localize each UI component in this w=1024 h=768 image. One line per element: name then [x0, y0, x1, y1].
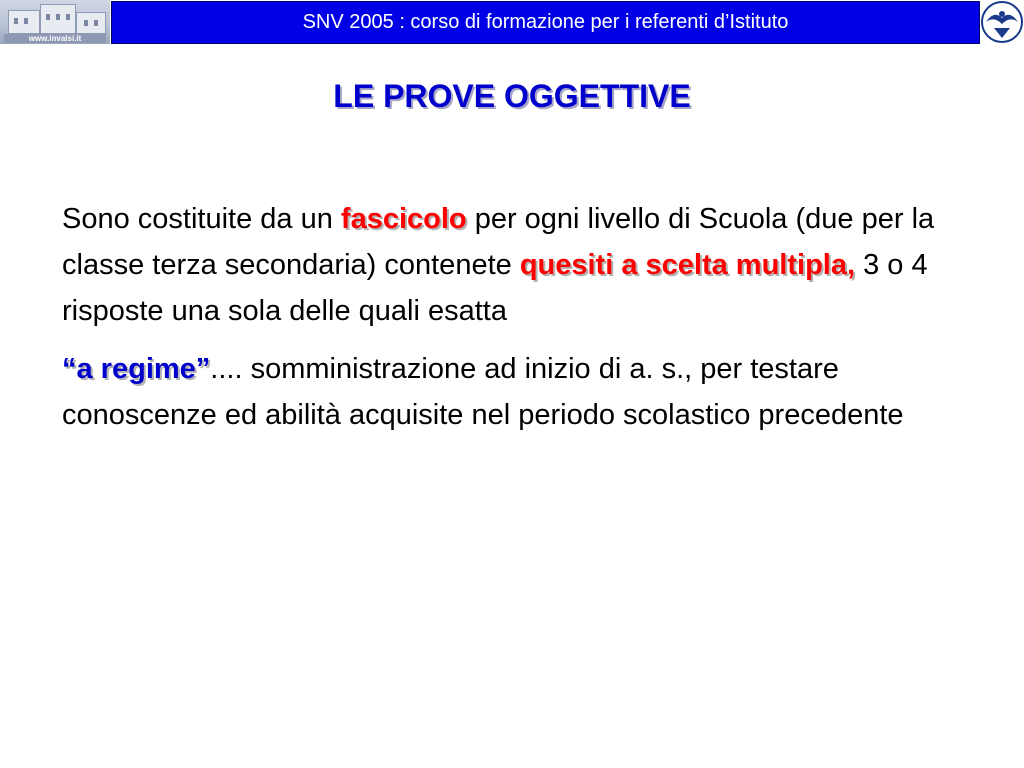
- paragraph2-text: .... somministrazione ad inizio di a. s., per testare conoscenze ed abilità acquisite nel periodo scolastico precedente: [62, 353, 904, 431]
- invalsi-building-logo: [0, 0, 110, 44]
- invalsi-emblem-icon: [980, 0, 1024, 44]
- slide-title: LE PROVE OGGETTIVE: [333, 78, 691, 114]
- paragraph1-text-c: 3 o 4 risposte una sola delle quali esatta: [62, 249, 928, 327]
- header: [0, 0, 1024, 45]
- slide-content: [62, 196, 962, 438]
- paragraph1-text-b: per ogni livello di Scuola (due per la classe terza secondaria) contenete: [62, 203, 935, 281]
- paragraph-description: [62, 196, 962, 334]
- logo-url-text: www.invalsi.it: [4, 34, 106, 43]
- paragraph-a-regime: [62, 346, 962, 438]
- highlight-multiple-choice: quesiti a scelta multipla,: [519, 249, 856, 281]
- header-title-bar: [111, 1, 980, 44]
- highlight-a-regime: “a regime”: [62, 353, 211, 385]
- paragraph1-text-a: Sono costituite da un: [62, 203, 341, 235]
- highlight-fascicolo: fascicolo: [340, 203, 467, 235]
- header-title: SNV 2005 : corso di formazione per i referenti d’Istituto: [302, 11, 789, 33]
